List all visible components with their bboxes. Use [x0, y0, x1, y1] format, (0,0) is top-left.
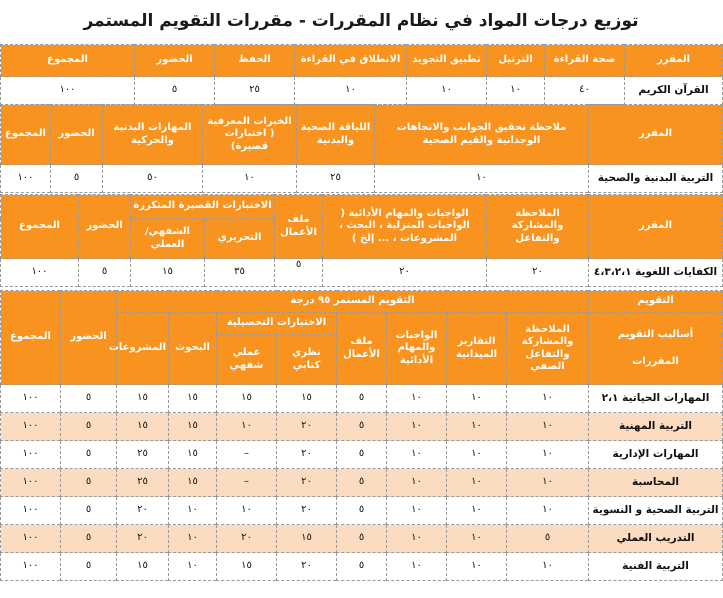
value-cell: ١٥: [117, 413, 169, 441]
value-cell: ٢٠: [277, 469, 337, 497]
table-row: [1, 497, 723, 525]
table-header-row: [1, 105, 723, 165]
header-cell: المقرر: [589, 105, 723, 165]
value-cell: ١٠٠: [1, 497, 61, 525]
value-cell: ٥: [135, 77, 215, 105]
value-cell: ١٠: [407, 77, 487, 105]
value-cell: ١٠: [387, 525, 447, 553]
header-cell: ملف الأعمال: [275, 195, 323, 259]
value-cell: ٥: [61, 413, 117, 441]
header-cell: تطبيق التجويد: [407, 45, 487, 77]
header-cell: الترتيل: [487, 45, 545, 77]
header-cell: التقارير الميدانية: [447, 313, 507, 385]
value-cell: ١٥: [217, 385, 277, 413]
value-cell: ١٠: [375, 165, 589, 193]
value-cell: ٥: [337, 385, 387, 413]
value-cell: ٢٥: [117, 441, 169, 469]
value-cell: ٤٠: [545, 77, 625, 105]
value-cell: ١٠٠: [1, 77, 135, 105]
value-cell: ١٠: [507, 497, 589, 525]
value-cell: ٥: [61, 469, 117, 497]
value-cell: ١٠٠: [1, 385, 61, 413]
value-cell: ١٥: [217, 553, 277, 581]
value-cell: ١٠: [507, 441, 589, 469]
value-cell: ٢٥: [297, 165, 375, 193]
header-cell: المقرر: [589, 195, 723, 259]
course-name-cell: التربية البدنية والصحية: [589, 165, 723, 193]
table-row: [1, 441, 723, 469]
value-cell: ٥: [337, 469, 387, 497]
value-cell: ٥: [61, 553, 117, 581]
course-name-cell: المهارات الإدارية: [589, 441, 723, 469]
header-cell: الملاحظة والمشاركة والتفاعل الصفي: [507, 313, 589, 385]
header-cell: الحفظ: [215, 45, 295, 77]
value-cell: ٥: [61, 385, 117, 413]
table-header-row: [1, 195, 723, 219]
header-cell: ملف الأعمال: [337, 313, 387, 385]
header-cell: الواجبات والمهام الأدائية: [387, 313, 447, 385]
lang-table: [0, 194, 723, 287]
value-cell: ٥: [337, 497, 387, 525]
value-cell: ١٠٠: [1, 413, 61, 441]
course-name-cell: التدريب العملي: [589, 525, 723, 553]
header-cell: المجموع: [1, 105, 51, 165]
header-cell: الشفهي/ العملي: [131, 219, 205, 259]
header-cell: الانطلاق في القراءة: [295, 45, 407, 77]
value-cell: ٥٠: [103, 165, 203, 193]
value-cell: ١٠: [507, 385, 589, 413]
value-cell: ١٠: [487, 77, 545, 105]
table-row: [1, 385, 723, 413]
value-cell: ١٠: [387, 441, 447, 469]
value-cell: ١٠: [217, 413, 277, 441]
header-cell: الحضور: [51, 105, 103, 165]
course-name-cell: التربية المهنية: [589, 413, 723, 441]
value-cell: ١٠: [387, 497, 447, 525]
course-name-cell: التربية الصحية و النسوية: [589, 497, 723, 525]
header-cell: البحوث: [169, 313, 217, 385]
value-cell: ١٥: [169, 469, 217, 497]
value-cell: ١٠: [507, 413, 589, 441]
value-cell: ٢٠: [487, 259, 589, 287]
course-name-cell: المهارات الحياتية ٢،١: [589, 385, 723, 413]
value-cell: ٢٥: [117, 469, 169, 497]
header-cell: الحضور: [135, 45, 215, 77]
value-cell: ١٥: [277, 525, 337, 553]
methods-label: أساليب التقويم: [617, 329, 694, 340]
value-cell: ٢٠: [117, 525, 169, 553]
header-cell: الواجبات والمهام الأدائية ( الواجبات المنزلية ، البحث ، المشروعات ، ... إلخ ): [323, 195, 487, 259]
value-cell: ١٥: [169, 441, 217, 469]
header-cell: التحريري: [205, 219, 275, 259]
value-cell: ١٠٠: [1, 553, 61, 581]
value-cell: ٥: [275, 259, 323, 287]
value-cell: ٣٥: [205, 259, 275, 287]
value-cell: ٥: [79, 259, 131, 287]
table-row: [1, 413, 723, 441]
value-cell: ١٠: [507, 469, 589, 497]
value-cell: ١٠: [447, 413, 507, 441]
value-cell: ٥: [337, 441, 387, 469]
value-cell: ١٠: [447, 525, 507, 553]
course-name-cell: التربية الفنية: [589, 553, 723, 581]
value-cell: ١٥: [117, 385, 169, 413]
header-cell: نظري كتابي: [277, 335, 337, 385]
header-cell: المشروعات: [117, 313, 169, 385]
header-cell: عملي شفهي: [217, 335, 277, 385]
value-cell: ٥: [337, 525, 387, 553]
value-cell: ١٥: [277, 385, 337, 413]
value-cell: ١٠: [387, 413, 447, 441]
value-cell: ٢٠: [277, 413, 337, 441]
quran-table: [0, 44, 723, 105]
value-cell: ٢٥: [215, 77, 295, 105]
header-cell: التقويم المستمر ٩٥ درجة: [117, 291, 589, 313]
value-cell: –: [217, 441, 277, 469]
header-cell: المجموع: [1, 195, 79, 259]
value-cell: ١٥: [117, 553, 169, 581]
value-cell: ٥: [61, 497, 117, 525]
header-cell: التقويم: [589, 291, 723, 313]
header-cell: الاختبارات التحصيلية: [217, 313, 337, 335]
value-cell: ١٠٠: [1, 165, 51, 193]
value-cell: ٥: [61, 525, 117, 553]
value-cell: –: [217, 469, 277, 497]
value-cell: ١٠٠: [1, 259, 79, 287]
header-cell: المهارات البدنية والحركية: [103, 105, 203, 165]
courses-label: المقررات: [632, 355, 679, 367]
value-cell: ١٥: [131, 259, 205, 287]
value-cell: ٥: [61, 441, 117, 469]
table-row: [1, 525, 723, 553]
value-cell: ١٠: [169, 525, 217, 553]
value-cell: ٢٠: [277, 553, 337, 581]
value-cell: ١٥: [169, 385, 217, 413]
value-cell: ١٠٠: [1, 525, 61, 553]
page-title: توزيع درجات المواد في نظام المقررات - مقررات التقويم المستمر: [83, 11, 639, 31]
table-row: [1, 469, 723, 497]
table-row: [1, 553, 723, 581]
value-cell: ٢٠: [117, 497, 169, 525]
value-cell: ٢٠: [217, 525, 277, 553]
value-cell: ٥: [337, 553, 387, 581]
value-cell: ١٠: [217, 497, 277, 525]
header-cell: الحضور: [79, 195, 131, 259]
value-cell: ١٠: [295, 77, 407, 105]
course-name-cell: القرآن الكريم: [625, 77, 723, 105]
value-cell: ١٠: [447, 553, 507, 581]
table-header-row: [1, 45, 723, 77]
value-cell: ١٠: [447, 441, 507, 469]
pe-table: [0, 104, 723, 193]
value-cell: ١٠٠: [1, 441, 61, 469]
table-row: [1, 165, 723, 193]
value-cell: ١٠: [447, 497, 507, 525]
value-cell: ٢٠: [277, 497, 337, 525]
table-row: [1, 77, 723, 105]
course-name-cell: المحاسبة: [589, 469, 723, 497]
header-cell: [589, 313, 723, 385]
value-cell: ٥: [337, 413, 387, 441]
header-cell: المجموع: [1, 45, 135, 77]
header-cell: الملاحظة والمشاركة والتفاعل: [487, 195, 589, 259]
course-name-cell: الكفايات اللغوية ٤،٣،٢،١: [589, 259, 723, 287]
value-cell: ١٠: [387, 385, 447, 413]
table-header-row: [1, 291, 723, 313]
value-cell: ٢٠: [277, 441, 337, 469]
value-cell: ١٠: [507, 553, 589, 581]
continuous-table: [0, 290, 723, 581]
header-cell: الخبرات المعرفية ( اختبارات قصيرة): [203, 105, 297, 165]
value-cell: ١٥: [169, 413, 217, 441]
header-cell: اللياقة الصحية والبدنية: [297, 105, 375, 165]
value-cell: ١٠: [203, 165, 297, 193]
value-cell: ١٠: [169, 553, 217, 581]
header-cell: الاختبارات القصيرة المتكررة: [131, 195, 275, 219]
header-cell: صحة القراءة: [545, 45, 625, 77]
value-cell: ١٠: [387, 553, 447, 581]
value-cell: ١٠: [387, 469, 447, 497]
value-cell: ١٠: [447, 469, 507, 497]
value-cell: ١٠٠: [1, 469, 61, 497]
value-cell: ١٠: [169, 497, 217, 525]
value-cell: ٥: [51, 165, 103, 193]
value-cell: ٥: [507, 525, 589, 553]
value-cell: ١٠: [447, 385, 507, 413]
header-cell: الحضور: [61, 291, 117, 385]
header-cell: المجموع: [1, 291, 61, 385]
value-cell: ٢٠: [323, 259, 487, 287]
table-row: [1, 259, 723, 287]
header-cell: المقرر: [625, 45, 723, 77]
header-cell: ملاحظة تحقيق الجوانب والاتجاهات الوجدانية والقيم الصحية: [375, 105, 589, 165]
